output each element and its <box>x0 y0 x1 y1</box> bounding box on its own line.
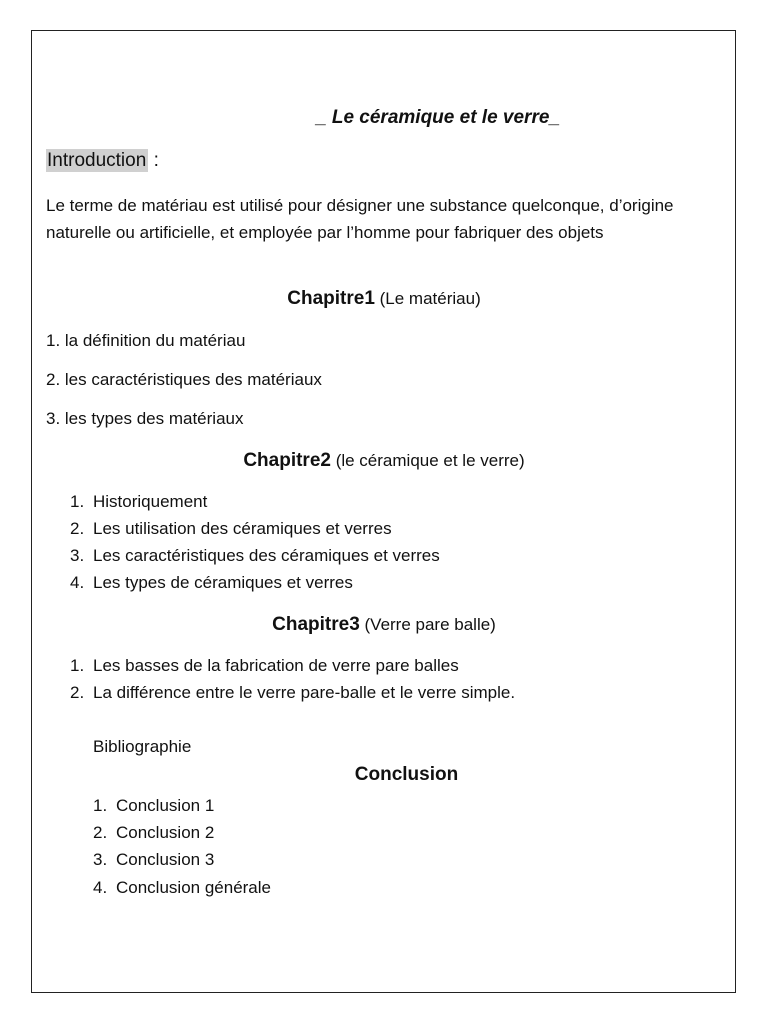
chapter1-name: Chapitre1 <box>287 288 375 309</box>
chapter3-subtitle: (Verre pare balle) <box>359 615 496 634</box>
list-text: Les basses de la fabrication de verre pare balles <box>93 656 459 675</box>
list-text: Historiquement <box>93 492 208 511</box>
chapter2-name: Chapitre2 <box>243 450 331 471</box>
list-text: La différence entre le verre pare-balle et le verre simple. <box>93 683 516 702</box>
introduction-heading <box>46 150 159 172</box>
list-text: Conclusion 1 <box>116 796 215 815</box>
list-number: 2. <box>93 823 108 842</box>
list-number: 1. <box>70 492 85 511</box>
list-text: Conclusion 3 <box>116 850 215 869</box>
chapter3-item <box>70 683 515 703</box>
list-number: 4. <box>93 878 108 897</box>
list-text: Les caractéristiques des céramiques et verres <box>93 546 440 565</box>
chapter1-subtitle: (Le matériau) <box>374 289 481 308</box>
chapter2-item <box>70 573 353 593</box>
chapter1-heading <box>0 289 768 309</box>
list-text: Les types de céramiques et verres <box>93 573 353 592</box>
chapter2-item <box>70 519 392 539</box>
introduction-paragraph: Le terme de matériau est utilisé pour désigner une substance quelconque, d’origine naturelle ou artificielle, et employée par l’homme pour fabriquer des objets <box>46 196 674 242</box>
list-number: 3. <box>70 546 85 565</box>
introduction-label: Introduction <box>47 150 147 171</box>
list-text: Conclusion 2 <box>116 823 215 842</box>
chapter2-subtitle: (le céramique et le verre) <box>330 451 525 470</box>
conclusion-item <box>93 823 214 843</box>
chapter1-item: 2. les caractéristiques des matériaux <box>46 370 322 389</box>
conclusion-item <box>93 878 271 898</box>
list-number: 1. <box>93 796 108 815</box>
list-text: Conclusion générale <box>116 878 271 897</box>
conclusion-heading: Conclusion <box>354 764 459 785</box>
list-number: 2. <box>70 519 85 538</box>
document-title: _ Le céramique et le verre_ <box>316 107 560 128</box>
chapter2-heading <box>0 451 768 471</box>
chapter2-item <box>70 492 207 512</box>
list-number: 2. <box>70 683 85 702</box>
chapter1-item: 3. les types des matériaux <box>46 409 244 428</box>
introduction-colon: : <box>148 150 159 171</box>
chapter3-name: Chapitre3 <box>272 614 360 635</box>
list-number: 4. <box>70 573 85 592</box>
conclusion-item <box>93 796 214 816</box>
list-number: 1. <box>70 656 85 675</box>
bibliography-label: Bibliographie <box>93 737 192 756</box>
list-number: 3. <box>93 850 108 869</box>
chapter2-item <box>70 546 440 566</box>
chapter1-item: 1. la définition du matériau <box>46 331 246 350</box>
conclusion-item <box>93 850 214 870</box>
list-text: Les utilisation des céramiques et verres <box>93 519 392 538</box>
chapter3-heading <box>0 615 768 635</box>
chapter3-item <box>70 656 459 676</box>
